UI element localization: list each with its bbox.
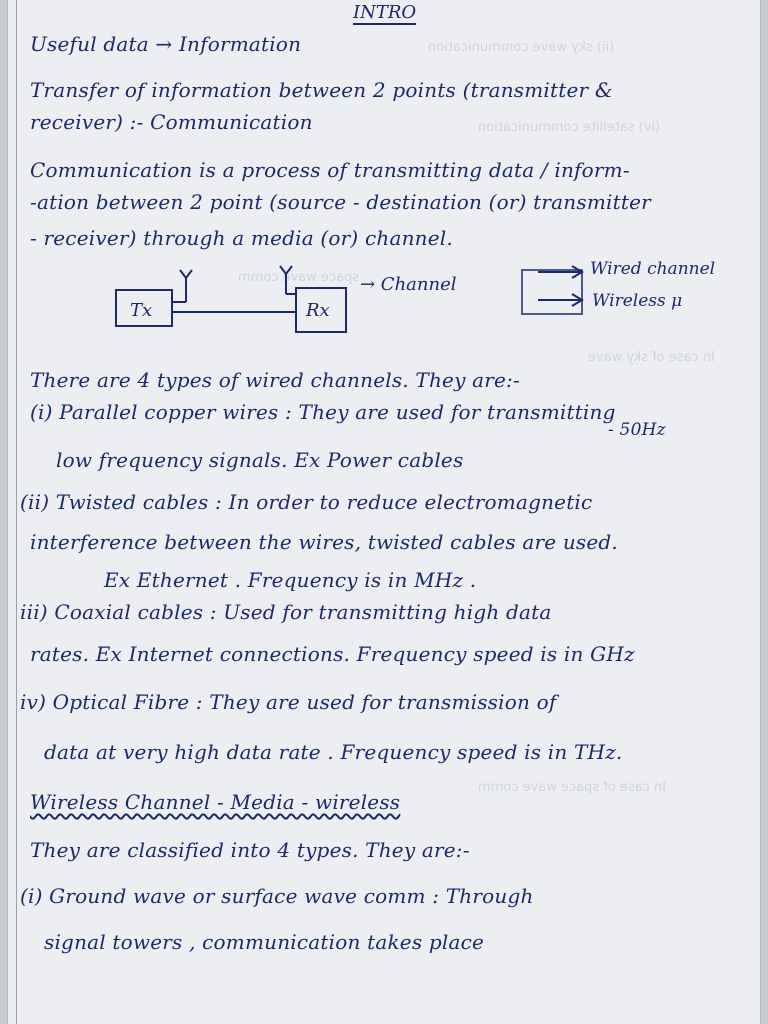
text-line: (ii) Twisted cables : In order to reduce electromagnetic bbox=[20, 490, 593, 514]
text-line: (i) Ground wave or surface wave comm : Through bbox=[20, 884, 534, 908]
text-line: iv) Optical Fibre : They are used for transmission of bbox=[20, 690, 557, 714]
bleed-through-text: space wave comm bbox=[238, 270, 360, 285]
text-line: -ation between 2 point (source - destination (or) transmitter bbox=[30, 190, 651, 214]
text-line: low frequency signals. Ex Power cables bbox=[56, 448, 464, 472]
text-line: data at very high data rate . Frequency speed is in THz. bbox=[44, 740, 623, 764]
notebook-page bbox=[8, 0, 760, 1024]
text-line: There are 4 types of wired channels. They are:- bbox=[30, 368, 520, 392]
bleed-through-text: In case of sky wave bbox=[588, 350, 715, 365]
text-line: Useful data → Information bbox=[30, 32, 302, 56]
text-line: iii) Coaxial cables : Used for transmitting high data bbox=[20, 600, 552, 624]
text-line: interference between the wires, twisted cables are used. bbox=[30, 530, 618, 554]
tx-label: Tx bbox=[130, 300, 153, 321]
text-line: rates. Ex Internet connections. Frequency speed is in GHz bbox=[30, 642, 635, 666]
text-line: Communication is a process of transmitting data / inform- bbox=[30, 158, 630, 182]
text-line: They are classified into 4 types. They are:- bbox=[30, 838, 470, 862]
text-line: signal towers , communication takes place bbox=[44, 930, 485, 954]
margin-line bbox=[16, 0, 17, 1024]
bleed-through-text: (iv) satellite communication bbox=[478, 120, 661, 135]
page-title: INTRO bbox=[353, 2, 417, 23]
text-line: receiver) :- Communication bbox=[30, 110, 313, 134]
text-line: Ex Ethernet . Frequency is in MHz . bbox=[104, 568, 477, 592]
wired-label: Wired channel bbox=[590, 259, 716, 279]
text-line: - receiver) through a media (or) channel. bbox=[30, 226, 453, 250]
text-line: Transfer of information between 2 points (transmitter & bbox=[30, 78, 613, 102]
wireless-label: Wireless μ bbox=[592, 291, 683, 311]
rx-label: Rx bbox=[306, 300, 330, 321]
annotation-50hz: - 50Hz bbox=[608, 420, 666, 440]
bleed-through-text: In case of space wave comm bbox=[478, 780, 667, 795]
communication-diagram bbox=[68, 250, 748, 340]
bleed-through-text: (ii) sky wave communication bbox=[428, 40, 615, 55]
section-heading-wireless: Wireless Channel - Media - wireless bbox=[30, 790, 401, 814]
text-line: (i) Parallel copper wires : They are used for transmitting bbox=[30, 400, 616, 424]
channel-label: → Channel bbox=[360, 274, 457, 295]
